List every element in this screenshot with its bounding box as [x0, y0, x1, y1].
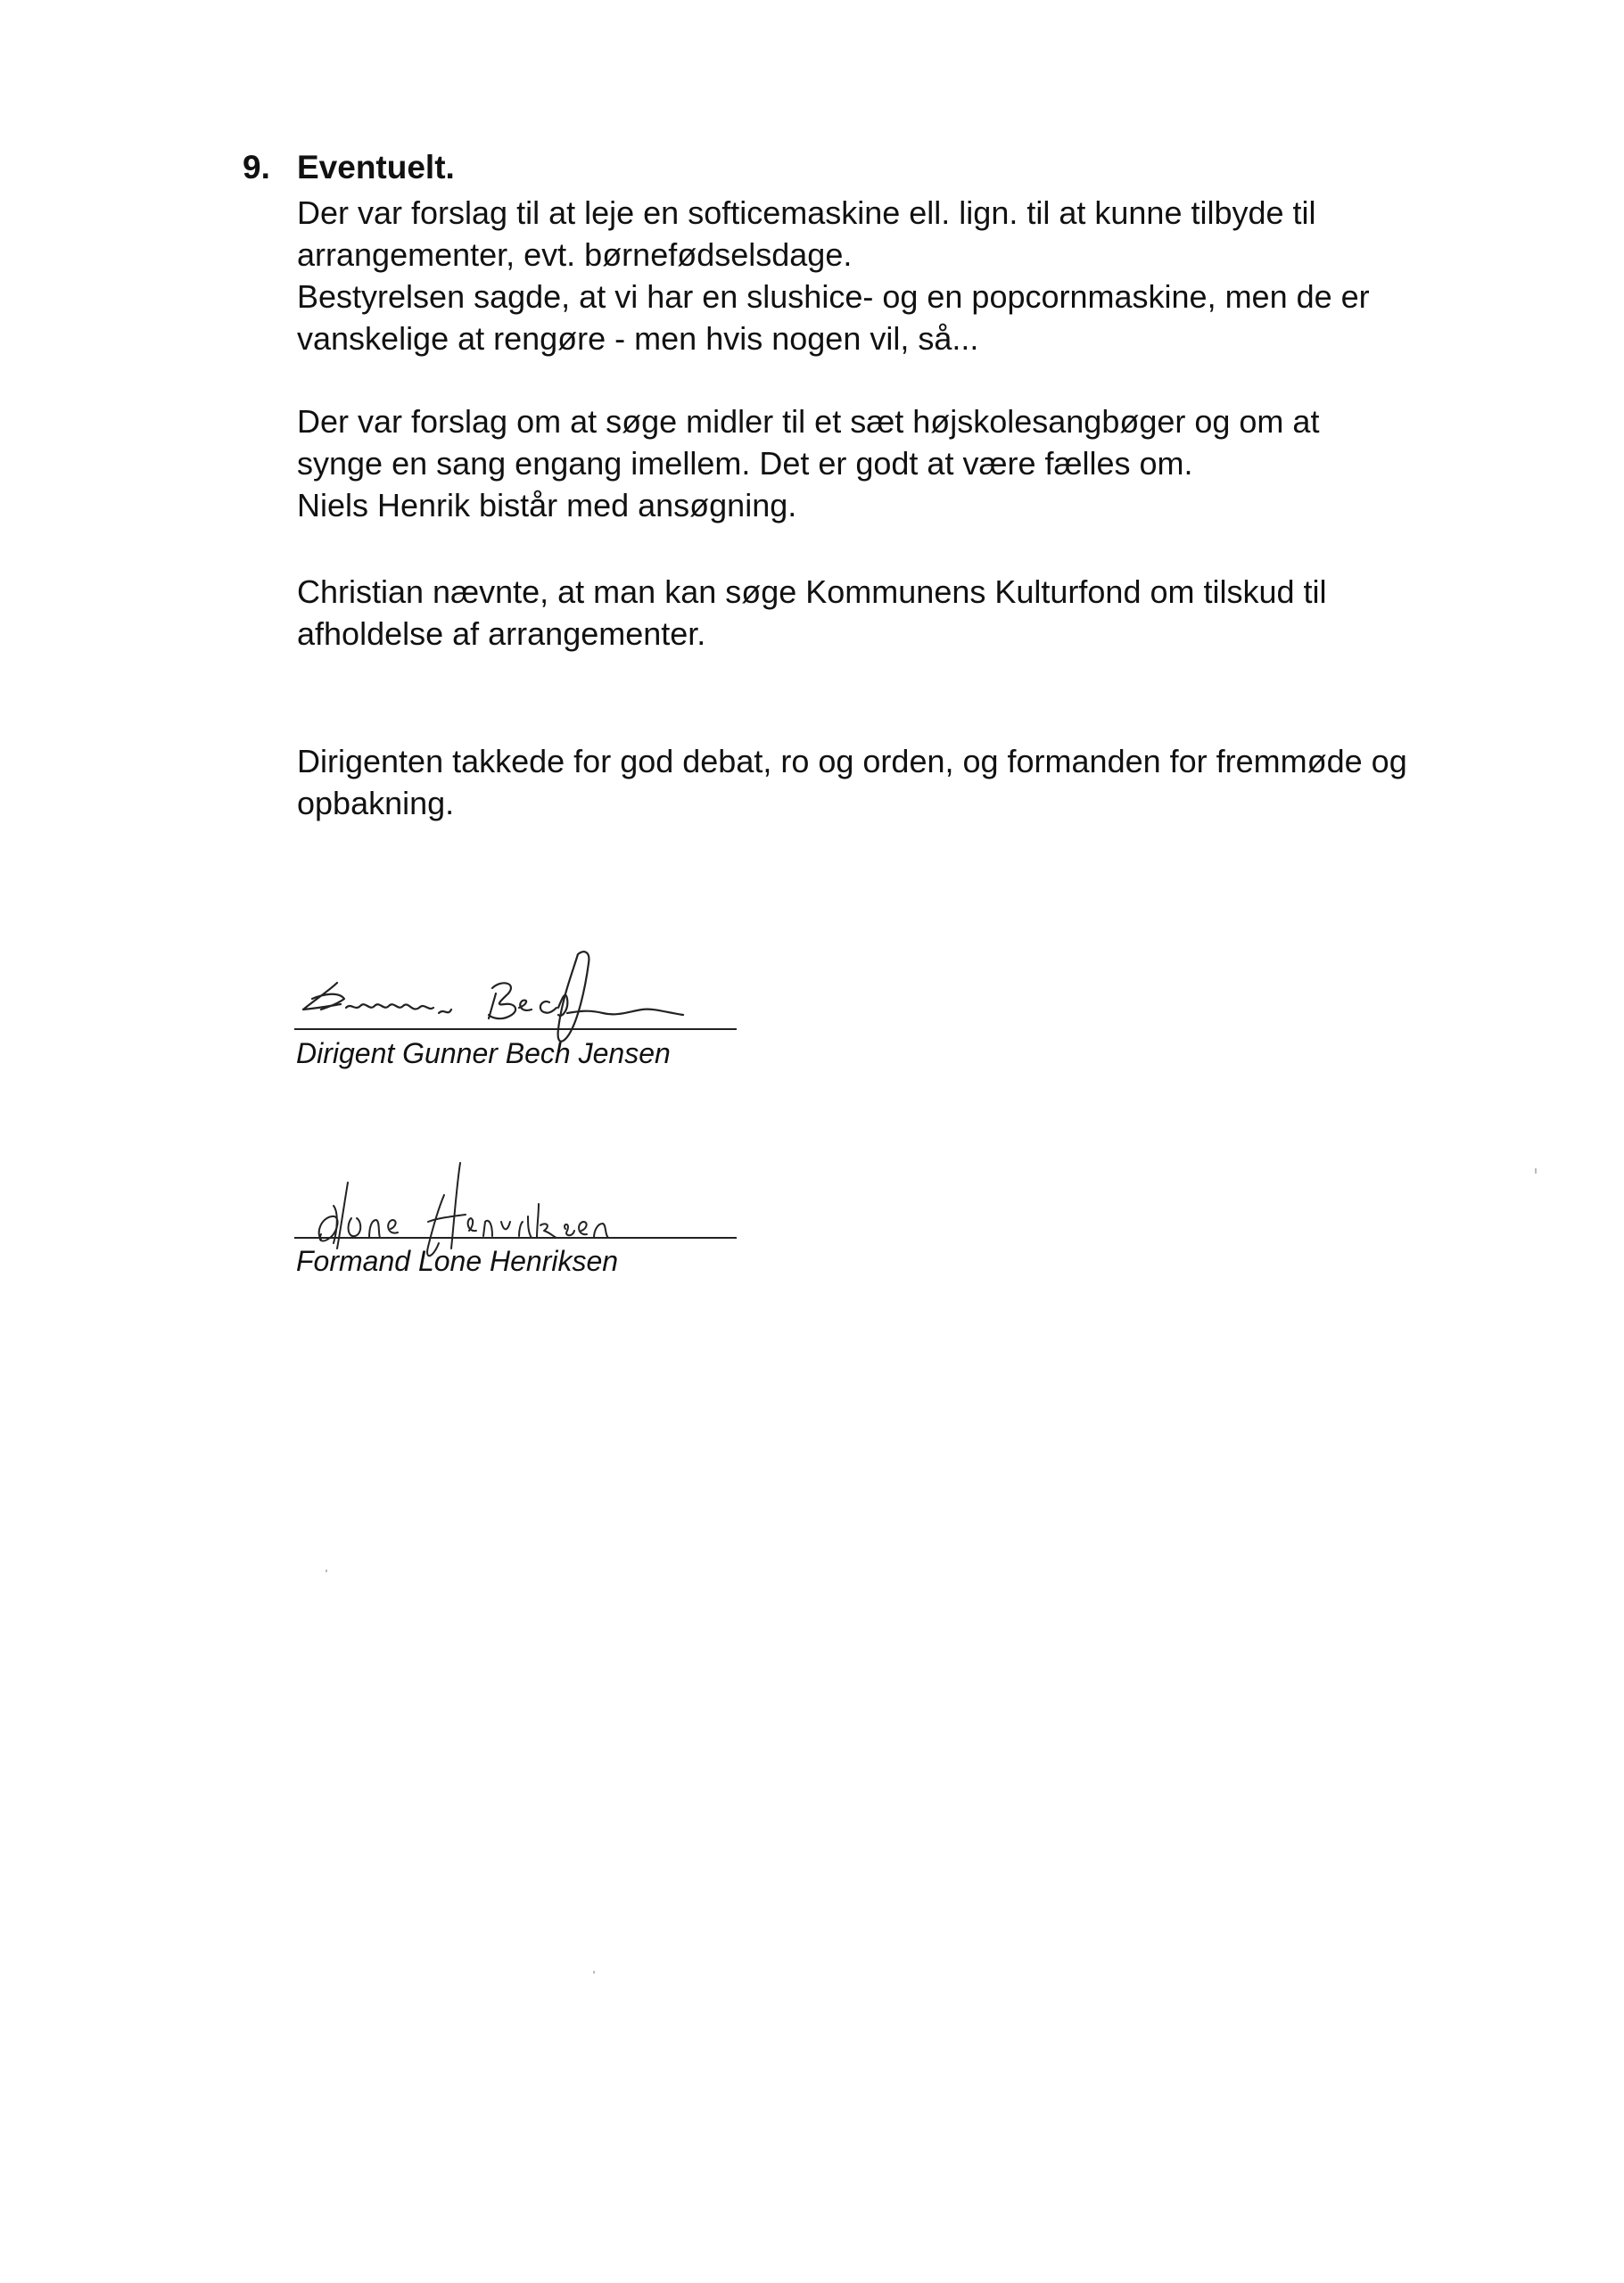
signature-caption-dirigent: Dirigent Gunner Bech Jensen — [296, 1037, 671, 1069]
signature-line — [294, 1028, 737, 1030]
text-line: afholdelse af arrangementer. — [297, 615, 706, 652]
text-line: Bestyrelsen sagde, at vi har en slushice- og en popcornmaskine, men de er — [297, 278, 1370, 315]
paragraph-songbook-proposal — [297, 400, 1439, 526]
text-line: vanskelige at rengøre - men hvis nogen vil, så... — [297, 320, 979, 357]
section-number: 9. — [243, 149, 270, 185]
text-line: synge en sang engang imellem. Det er godt at være fælles om. — [297, 445, 1193, 482]
section-title: Eventuelt. — [297, 149, 455, 185]
signature-line — [294, 1237, 737, 1239]
signature-block-formand — [294, 1150, 740, 1293]
text-line: Christian nævnte, at man kan søge Kommunens Kulturfond om tilskud til — [297, 573, 1327, 610]
scan-speck — [326, 1570, 327, 1572]
paragraph-softice-proposal — [297, 192, 1439, 359]
text-line: Der var forslag til at leje en softicemaskine ell. lign. til at kunne tilbyde til — [297, 194, 1316, 231]
signature-caption-formand: Formand Lone Henriksen — [296, 1245, 619, 1277]
text-line: arrangementer, evt. børnefødselsdage. — [297, 236, 853, 273]
signature-block-dirigent — [294, 936, 740, 1088]
text-line: Der var forslag om at søge midler til et sæt højskolesangbøger og om at — [297, 403, 1320, 440]
text-line: Dirigenten takkede for god debat, ro og orden, og formanden for fremmøde og — [297, 743, 1407, 779]
text-line: Niels Henrik bistår med ansøgning. — [297, 487, 797, 523]
paragraph-closing-thanks — [297, 740, 1439, 824]
scan-speck — [1535, 1168, 1537, 1174]
paragraph-culture-fund — [297, 571, 1439, 655]
scan-speck — [593, 1971, 595, 1974]
text-line: opbakning. — [297, 785, 455, 821]
